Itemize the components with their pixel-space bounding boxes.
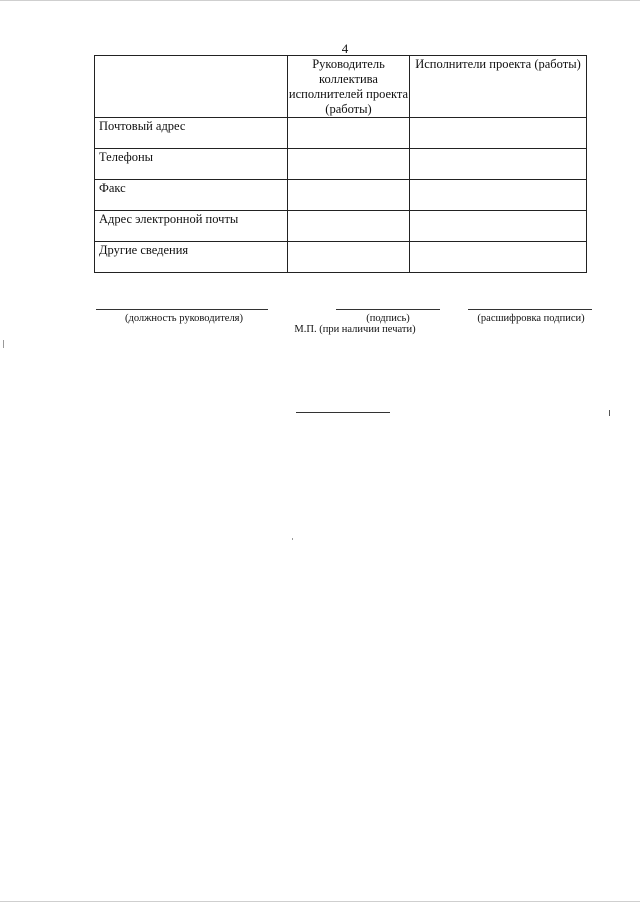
row-label-postal-address: Почтовый адрес xyxy=(95,118,288,149)
cell-executors-other-info xyxy=(410,242,587,273)
header-project-executors: Исполнители проекта (работы) xyxy=(410,56,587,118)
scan-top-edge xyxy=(0,0,640,1)
row-label-phones: Телефоны xyxy=(95,149,288,180)
row-label-other-info: Другие сведения xyxy=(95,242,288,273)
cell-leader-email xyxy=(288,211,410,242)
cell-executors-postal-address xyxy=(410,118,587,149)
table-row xyxy=(95,149,587,180)
decoding-caption: (расшифровка подписи) xyxy=(477,313,585,324)
signature-line xyxy=(336,309,440,310)
decoding-signature-line xyxy=(468,309,592,310)
table-row xyxy=(95,242,587,273)
cell-leader-postal-address xyxy=(288,118,410,149)
cell-executors-email xyxy=(410,211,587,242)
scan-speck xyxy=(609,410,610,416)
scan-speck xyxy=(3,340,4,348)
cell-leader-other-info xyxy=(288,242,410,273)
stamp-note: М.П. (при наличии печати) xyxy=(294,324,416,335)
cell-leader-fax xyxy=(288,180,410,211)
position-caption: (должность руководителя) xyxy=(124,313,244,324)
signature-caption: (подпись) xyxy=(366,313,410,324)
header-project-leader: Руководитель коллектива исполнителей проекта (работы) xyxy=(288,57,409,116)
header-empty-cell xyxy=(95,56,288,118)
row-label-fax: Факс xyxy=(95,180,288,211)
page-number: 4 xyxy=(341,41,349,56)
table-row xyxy=(95,118,587,149)
cell-executors-fax xyxy=(410,180,587,211)
scan-bottom-edge xyxy=(0,901,640,902)
cell-executors-phones xyxy=(410,149,587,180)
contact-info-table xyxy=(94,55,587,273)
row-label-email: Адрес электронной почты xyxy=(95,211,288,242)
table-row xyxy=(95,211,587,242)
table-header-row xyxy=(95,56,587,118)
cell-leader-phones xyxy=(288,149,410,180)
scan-speck xyxy=(292,538,293,540)
position-signature-line xyxy=(96,309,268,310)
end-of-document-line xyxy=(296,412,390,413)
table-row xyxy=(95,180,587,211)
